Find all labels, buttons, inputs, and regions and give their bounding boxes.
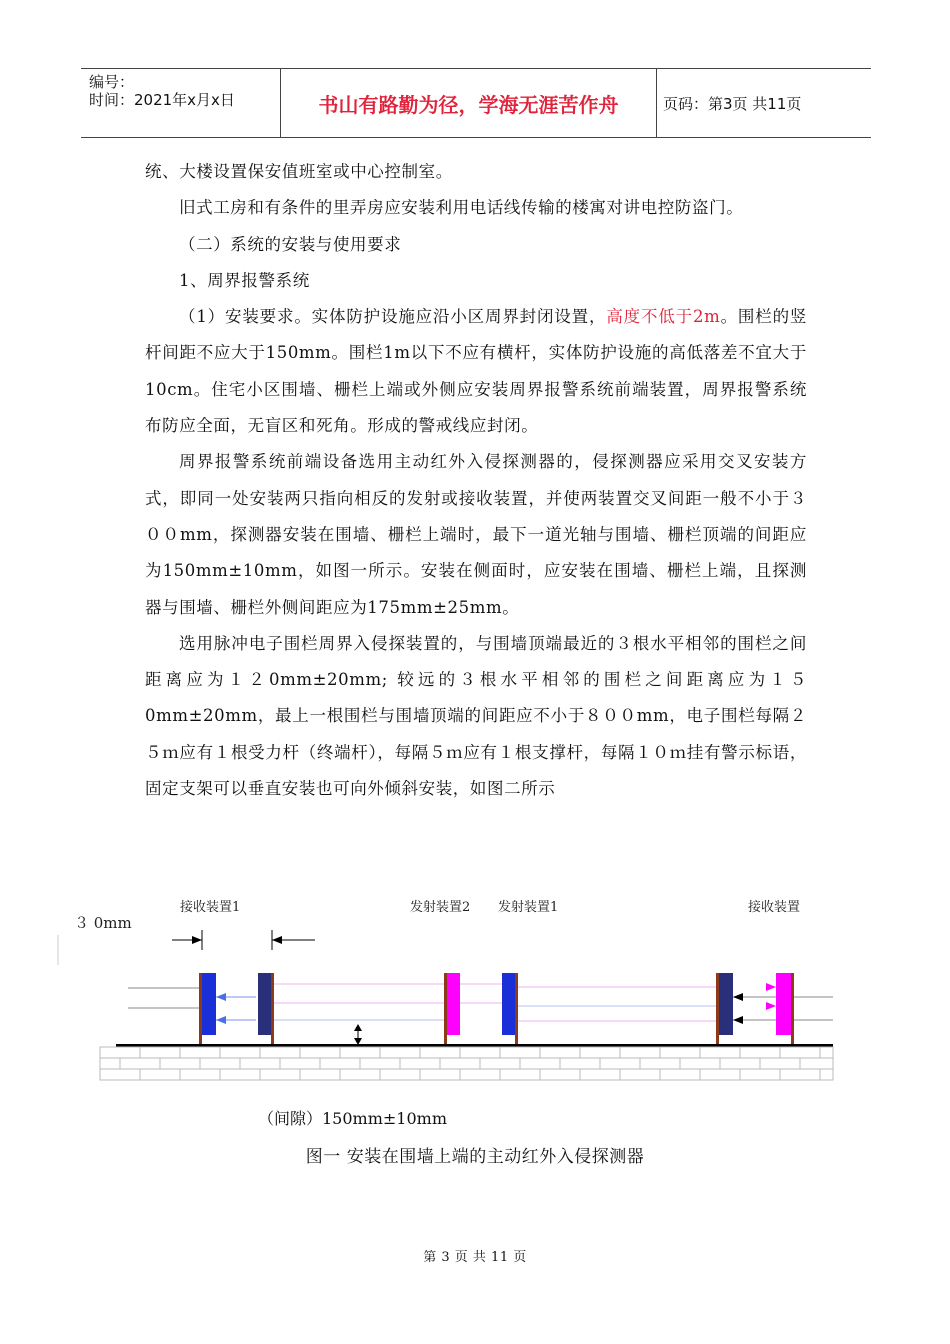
page-header	[81, 68, 871, 138]
receiver-device	[719, 973, 733, 1035]
text-run: （1）安装要求。实体防护设施应沿小区周界封闭设置，	[179, 307, 607, 327]
highlighted-requirement: 高度不低于2m	[606, 307, 721, 327]
post	[444, 973, 447, 1045]
post	[199, 973, 202, 1045]
paragraph: 统、大楼设置保安值班室或中心控制室。	[145, 162, 453, 181]
dimension-arrow-left	[192, 936, 202, 944]
body-text	[145, 154, 807, 807]
figure-label-receiver: 接收装置	[748, 900, 801, 915]
paragraph: 周界报警系统前端设备选用主动红外入侵探测器的，侵探测器应采用交叉安装方式，即同一处安装两只指向相反的发射或接收装置，并使两装置交叉间距一般不小于３００mm，探测器安装在围墙、栅栏上端时，最下一道光轴与围墙、栅栏顶端的间距应为150mm±10mm，如图一所示。安装在侧面时，应安装在围墙、栅栏上端，且探测器与围墙、栅栏外侧间距应为175mm±25mm。	[145, 452, 807, 617]
header-motto: 书山有路勤为径，学海无涯苦作舟	[281, 69, 657, 137]
text-run: 。围栏的竖杆间距不应大于150mm。围栏1m以下不应有横杆，实体防护设施的高低落差不宜大于10cm。住宅小区围墙、栅栏上端或外侧应安装周界报警系统前端装置，周界报警系统布防应全面，无盲区和死角。形成的警戒线应封闭。	[145, 307, 808, 436]
figure-one-diagram	[0, 920, 950, 1120]
post	[716, 973, 719, 1045]
paragraph: 选用脉冲电子围栏周界入侵探装置的，与围墙顶端最近的３根水平相邻的围栏之间距离应为１２0mm±20mm; 较远的３根水平相邻的围栏之间距离应为１５0mm±20mm，最上一根围栏与围墙顶端的间距应不小于８００mm，电子围栏每隔２５ｍ应有１根受力杆（终端杆），每隔５ｍ应有１根支撑杆，每隔１０ｍ挂有警示标语，固定支架可以垂直安装也可向外倾斜安装，如图二所示	[145, 633, 807, 799]
figure-label-emitter-2: 发射装置2	[410, 900, 471, 915]
subsection-heading: 1、周界报警系统	[179, 270, 310, 290]
emitter-device-1	[502, 973, 515, 1035]
figure-caption: 图一 安装在围墙上端的主动红外入侵探测器	[305, 1147, 645, 1167]
figure-label-30mm: ３ 0mm	[74, 914, 132, 932]
figure-label-emitter-1: 发射装置1	[498, 900, 559, 915]
gap-label: （间隙）150mm±10mm	[258, 1109, 447, 1128]
post	[271, 973, 274, 1045]
emitter-device	[258, 973, 271, 1035]
detectors	[202, 973, 791, 1035]
post	[515, 973, 518, 1045]
section-heading: （二）系统的安装与使用要求	[179, 234, 402, 254]
document-number-label: 编号：	[89, 73, 135, 91]
page-footer: 第 3 页 共 11 页	[423, 1250, 527, 1265]
receiver-device	[776, 973, 791, 1035]
figure-label-receiver-1: 接收装置1	[180, 900, 241, 915]
receiver-device	[202, 973, 216, 1035]
wall-bricks	[100, 1047, 833, 1080]
post	[791, 973, 794, 1045]
document-time: 时间：2021年x月x日	[89, 91, 235, 109]
dimension-arrow-right	[272, 936, 282, 944]
paragraph: 旧式工房和有条件的里弄房应安装利用电话线传输的楼寓对讲电控防盗门。	[179, 198, 744, 218]
paragraph	[145, 299, 807, 444]
emitter-device-2	[447, 973, 460, 1035]
header-meta	[81, 69, 281, 137]
gap-indicator	[354, 1024, 362, 1045]
header-page-info: 页码：第3页 共11页	[663, 94, 802, 113]
